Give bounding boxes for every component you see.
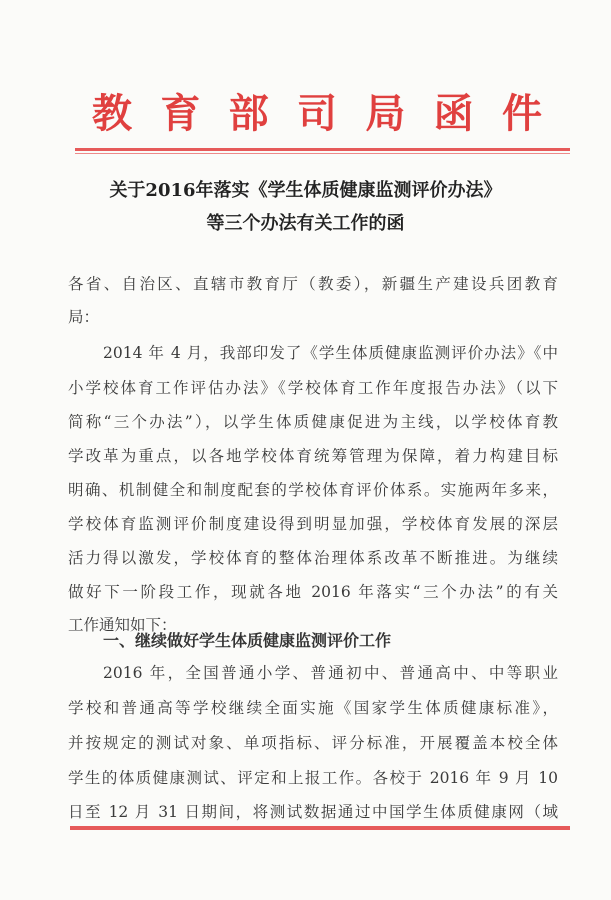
masthead-char: 司 [296,90,337,137]
masthead-char: 函 [433,90,474,137]
paragraph-line: 做好下一阶段工作，现就各地 2016 年落实“三个办法”的有关 [68,583,558,601]
paragraph-line: 明确、机制健全和制度配套的学校体育评价体系。实施两年多来， [68,481,558,499]
salutation-line: 各省、自治区、直辖市教育厅（教委），新疆生产建设兵团教育 [68,275,558,293]
paragraph-line: 并按规定的测试对象、单项指标、评分标准，开展覆盖本校全体 [68,734,558,752]
paragraph-line: 简称“三个办法”），以学生体质健康促进为主线，以学校体育教 [68,413,558,431]
masthead-char: 育 [160,90,201,137]
salutation-line: 局： [68,308,100,326]
paragraph-line: 学校体育监测评价制度建设得到明显加强，学校体育发展的深层 [68,515,558,533]
paragraph-line: 学改革为重点，以各地学校体育统筹管理为保障，着力构建目标 [68,447,558,465]
masthead [92,82,542,139]
paragraph-line: 小学校体育工作评估办法》《学校体育工作年度报告办法》（以下 [68,379,558,397]
document-title-line2: 等三个办法有关工作的函 [206,213,405,234]
masthead-rule-thin [75,153,570,154]
paragraph-line: 活力得以激发，学校体育的整体治理体系改革不断推进。为继续 [68,549,558,567]
paragraph-line: 2016 年，全国普通小学、普通初中、普通高中、中等职业 [103,664,558,682]
document-title-line1: 关于2016年落实《学生体质健康监测评价办法》 [109,180,502,201]
footer-rule [70,826,570,830]
masthead-char: 件 [501,90,542,137]
masthead-char: 局 [365,90,406,137]
paragraph-line: 2014 年 4 月，我部印发了《学生体质健康监测评价办法》《中 [103,344,558,362]
masthead-rule [75,148,570,151]
masthead-char: 教 [92,90,132,137]
paragraph-line: 工作通知如下： [68,616,177,634]
masthead-char: 部 [228,90,269,137]
section-heading: 一、继续做好学生体质健康监测评价工作 [103,631,392,650]
paragraph-line: 学生的体质健康测试、评定和上报工作。各校于 2016 年 9 月 10 [68,769,558,787]
paragraph-line: 日至 12 月 31 日期间，将测试数据通过中国学生体质健康网（域 [68,803,558,821]
paragraph-line: 学校和普通高等学校继续全面实施《国家学生体质健康标准》， [68,699,558,717]
